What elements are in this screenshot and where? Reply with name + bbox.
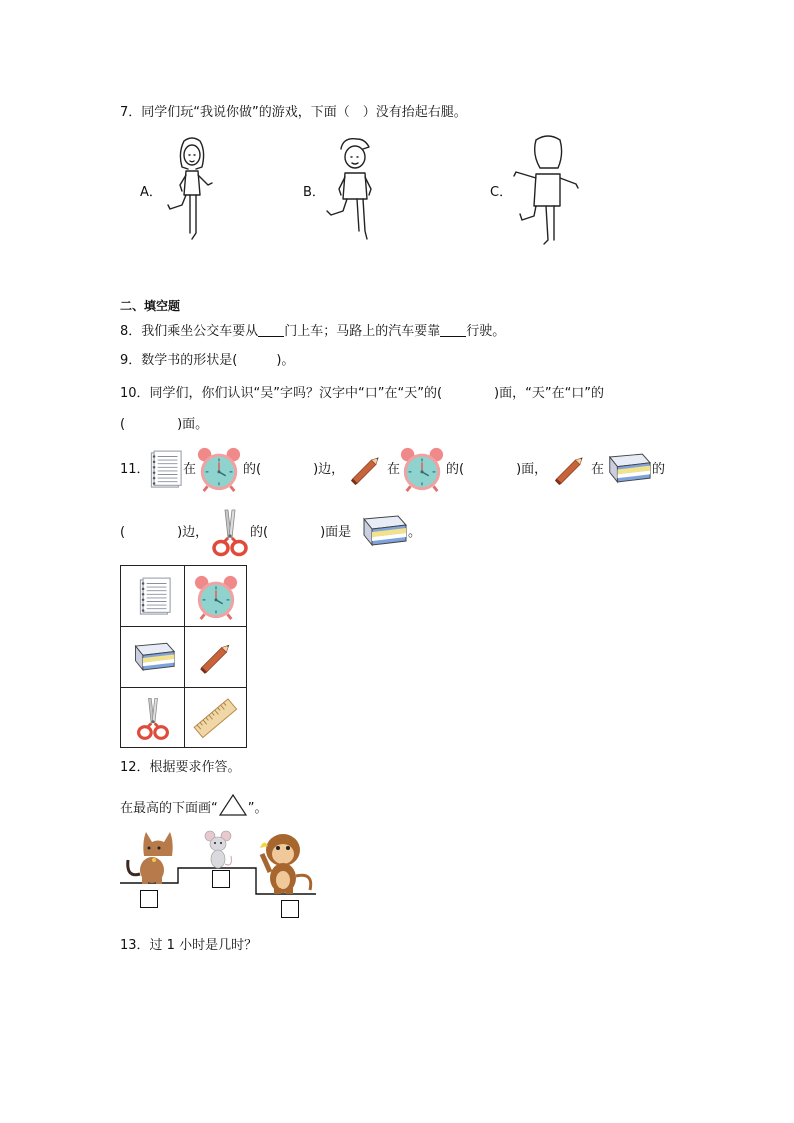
pencil-icon-2 — [550, 450, 590, 490]
alarm-clock-icon-2 — [399, 446, 445, 492]
question-13-text: 13．过 1 小时是几时？ — [120, 938, 258, 953]
notebook-icon — [146, 448, 182, 492]
question-11-number: 11． — [120, 462, 150, 477]
mouse-icon — [205, 831, 231, 868]
pencil-icon-grid — [195, 637, 237, 679]
grid-cell-ruler — [184, 688, 247, 749]
cat-icon — [128, 832, 173, 884]
girl-figure-image — [162, 135, 218, 245]
answer-box-monkey[interactable] — [281, 900, 299, 918]
triangle-icon — [218, 793, 248, 817]
q11-line2-c: 。 — [408, 525, 422, 540]
items-grid — [120, 565, 247, 748]
q8-part3: 行驶。 — [466, 324, 506, 339]
q11-word-zai-3: 在 — [591, 462, 605, 477]
option-c-label: C． — [490, 185, 513, 200]
q11-text-de3: 的 — [652, 462, 666, 477]
question-7-text: 7．同学们玩“我说你做”的游戏，下面（ ）没有抬起右腿。 — [120, 105, 467, 120]
grid-cell-clock — [184, 566, 247, 627]
ruler-icon-grid — [192, 695, 240, 743]
alarm-clock-icon-grid — [193, 574, 239, 620]
scissors-icon-grid — [135, 696, 171, 742]
question-8 — [120, 322, 505, 342]
q12-instr-a: 在最高的下面画“ — [120, 801, 218, 816]
q11-word-zai: 在 — [183, 462, 197, 477]
question-9-text: 9．数学书的形状是( )。 — [120, 353, 295, 368]
notebook-icon-grid — [135, 577, 171, 617]
q12-instr-b: ”。 — [247, 801, 268, 816]
question-10-line2: ( )面。 — [120, 417, 209, 432]
pencil-icon — [346, 450, 386, 490]
q11-line2-a: ( )边， — [120, 525, 209, 540]
boy-figure-image — [323, 135, 381, 245]
eraser-icon-2 — [358, 515, 408, 549]
monkey-icon — [260, 834, 311, 894]
eraser-icon — [604, 453, 652, 486]
scissors-icon — [210, 508, 250, 558]
grid-cell-notebook — [121, 566, 184, 627]
answer-box-cat[interactable] — [140, 890, 158, 908]
answer-box-mouse[interactable] — [212, 870, 230, 888]
q11-line2-b: 的( )面是 — [250, 525, 352, 540]
option-a-label: A． — [140, 185, 162, 200]
q11-text-de1: 的( )边， — [243, 462, 345, 477]
q8-part1: 8．我们乘坐公交车要从 — [120, 324, 259, 339]
grid-cell-pencil — [184, 627, 247, 688]
back-view-figure-image — [510, 132, 580, 247]
q8-part2: 门上车；马路上的汽车要靠 — [284, 324, 441, 339]
q8-blank-1[interactable] — [258, 322, 284, 337]
section-heading: 二、填空题 — [120, 299, 181, 313]
option-b-label: B． — [303, 185, 325, 200]
question-12-instruction — [120, 793, 268, 819]
question-12-text: 12．根据要求作答。 — [120, 760, 241, 775]
grid-cell-scissors — [121, 688, 184, 749]
question-10-line1: 10．同学们，你们认识“吴”字吗？汉字中“口”在“天”的( )面，“天”在“口”的 — [120, 386, 605, 401]
q11-text-de2: 的( )面， — [446, 462, 548, 477]
q11-word-zai-2: 在 — [387, 462, 401, 477]
q8-blank-2[interactable] — [440, 322, 466, 337]
grid-cell-eraser — [121, 627, 184, 688]
eraser-icon-grid — [130, 642, 176, 674]
alarm-clock-icon — [196, 446, 242, 492]
